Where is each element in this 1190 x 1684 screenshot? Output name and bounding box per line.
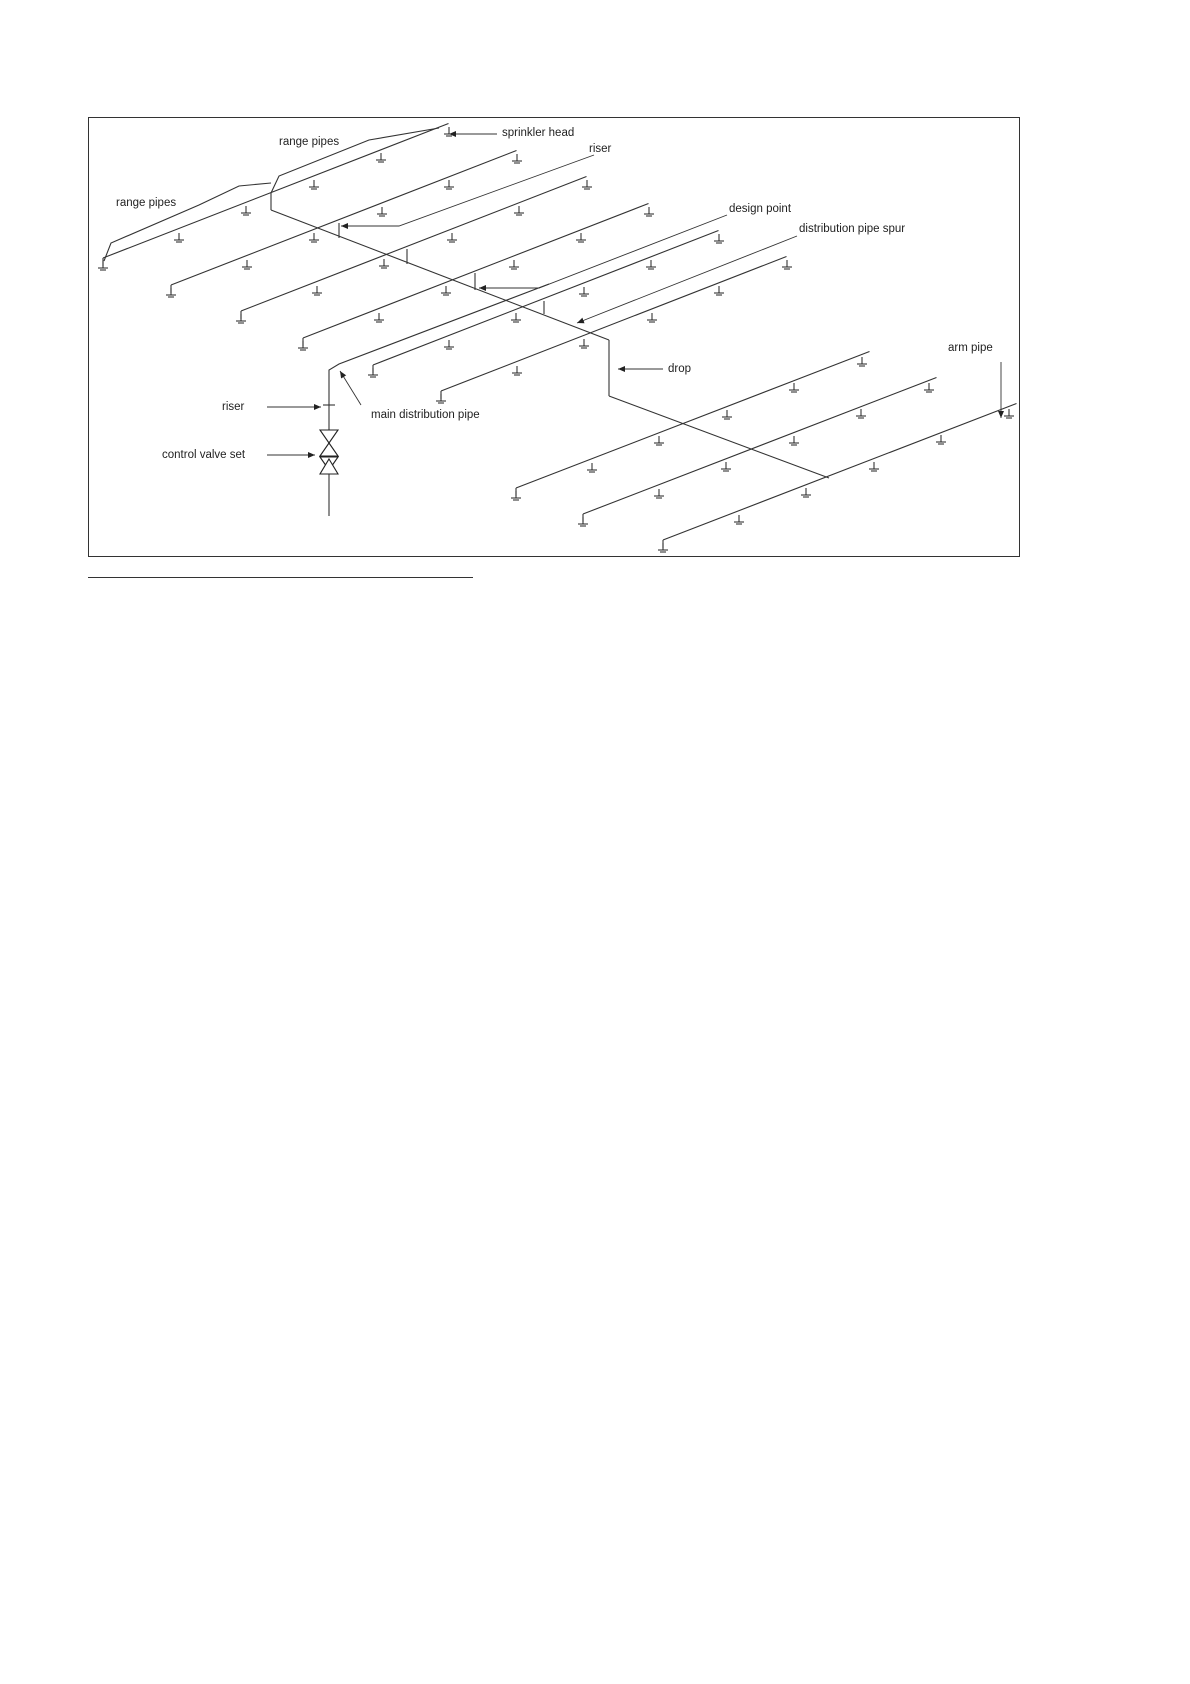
sprinkler-head: [587, 463, 597, 472]
sprinkler-head: [579, 339, 589, 348]
sprinkler-head: [242, 260, 252, 269]
sprinkler-head: [298, 341, 308, 350]
label-arm-pipe: arm pipe: [948, 342, 993, 354]
sprinkler-head: [379, 259, 389, 268]
sprinkler-head: [646, 260, 656, 269]
sprinkler-head: [511, 491, 521, 500]
sprinkler-head: [578, 517, 588, 526]
pipe-network: [103, 124, 1017, 549]
sprinkler-head: [512, 154, 522, 163]
sprinkler-head: [512, 366, 522, 375]
sprinkler-head: [368, 368, 378, 377]
sprinkler-head: [444, 127, 454, 136]
range-pipe: [241, 177, 587, 312]
sprinkler-head: [236, 314, 246, 323]
sprinkler-head: [509, 260, 519, 269]
label-control-valve-set: control valve set: [162, 449, 246, 461]
sprinkler-head: [856, 409, 866, 418]
sprinkler-head: [1004, 409, 1014, 418]
sprinkler-head: [721, 462, 731, 471]
label-leaders: [267, 134, 1001, 455]
sprinkler-head: [582, 180, 592, 189]
range-pipe: [663, 404, 1017, 541]
sprinkler-head: [444, 180, 454, 189]
sprinkler-head: [374, 313, 384, 322]
range-pipe: [373, 231, 719, 366]
sprinkler-head: [436, 394, 446, 403]
sprinkler-head: [514, 206, 524, 215]
sprinkler-head: [801, 488, 811, 497]
label-design-point: design point: [729, 203, 792, 215]
sprinkler-head: [377, 207, 387, 216]
sprinkler-head: [654, 436, 664, 445]
label-sprinkler-head: sprinkler head: [502, 127, 575, 139]
distribution-pipe: [271, 210, 609, 340]
label-riser-bottom: riser: [222, 401, 245, 413]
sprinkler-head: [782, 260, 792, 269]
range-pipe: [303, 204, 649, 339]
sprinkler-head: [441, 286, 451, 295]
sprinkler-head: [309, 180, 319, 189]
sprinkler-heads: [98, 127, 1014, 552]
sprinkler-head: [714, 286, 724, 295]
sprinkler-head: [511, 313, 521, 322]
isometric-pipework-drawing: [89, 118, 1021, 558]
sprinkler-head: [166, 288, 176, 297]
sprinkler-head: [647, 313, 657, 322]
sprinkler-head: [447, 233, 457, 242]
sprinkler-head: [312, 286, 322, 295]
sprinkler-head: [376, 153, 386, 162]
footnote-separator: [88, 577, 473, 578]
sprinkler-head: [857, 357, 867, 366]
sprinkler-head: [869, 462, 879, 471]
sprinkler-head: [936, 435, 946, 444]
range-pipe: [103, 124, 449, 259]
sprinkler-head: [174, 233, 184, 242]
sprinkler-system-diagram: [88, 117, 1020, 557]
main-distribution-pipe: [329, 284, 549, 405]
sprinkler-head: [644, 207, 654, 216]
sprinkler-head: [444, 340, 454, 349]
sprinkler-head: [98, 261, 108, 270]
label-riser-top: riser: [589, 143, 612, 155]
label-range-pipes-top: range pipes: [279, 136, 340, 148]
range-pipe: [516, 352, 870, 489]
sprinkler-head: [576, 233, 586, 242]
range-pipe: [171, 151, 517, 286]
sprinkler-head: [924, 383, 934, 392]
range-pipe: [583, 378, 937, 515]
range-pipe: [441, 257, 787, 392]
sprinkler-head: [789, 383, 799, 392]
sprinkler-head: [241, 206, 251, 215]
sprinkler-head: [579, 287, 589, 296]
label-distribution-pipe-spur: distribution pipe spur: [799, 223, 906, 235]
sprinkler-head: [714, 234, 724, 243]
sprinkler-head: [309, 233, 319, 242]
control-valve-set-symbol: [320, 405, 338, 516]
sprinkler-head: [734, 515, 744, 524]
sprinkler-head: [654, 489, 664, 498]
label-drop: drop: [668, 363, 692, 375]
range-pipes-callout: [104, 183, 271, 261]
sprinkler-head: [789, 436, 799, 445]
label-range-pipes-left: range pipes: [116, 197, 177, 209]
sprinkler-head: [658, 543, 668, 552]
label-main-distribution-pipe: main distribution pipe: [371, 409, 480, 421]
sprinkler-head: [722, 410, 732, 419]
distribution-pipe-lower: [609, 396, 829, 478]
